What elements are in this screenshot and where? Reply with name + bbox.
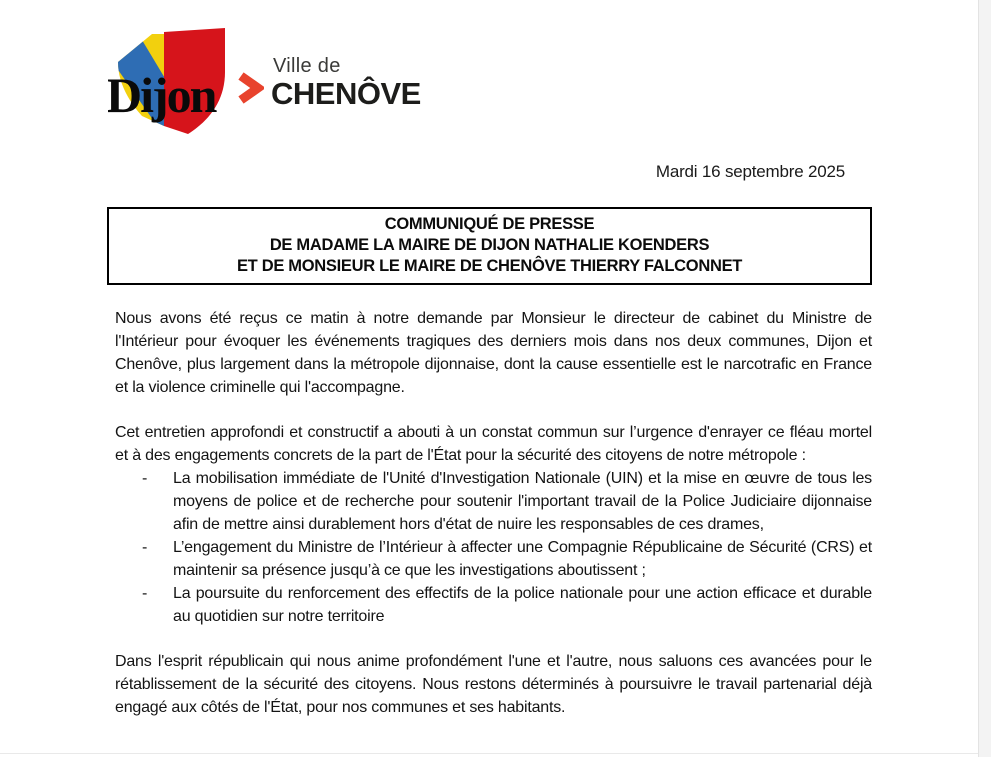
document-date: Mardi 16 septembre 2025	[655, 162, 845, 181]
chenove-prefix-label: Ville de	[273, 55, 341, 77]
bullet-dash: -	[142, 470, 148, 487]
list-item	[115, 582, 872, 628]
list-item	[115, 467, 872, 536]
chenove-logo	[236, 56, 421, 109]
title-line-3: ET DE MONSIEUR LE MAIRE DE CHENÔVE THIERRY FALCONNET	[236, 257, 743, 275]
list-item-text: La poursuite du renforcement des effectifs de la police nationale pour une action efficace et durable au quotidien sur notre territoire	[173, 585, 872, 625]
press-release-body	[115, 307, 872, 719]
bullet-dash: -	[142, 585, 148, 602]
title-line-1: COMMUNIQUÉ DE PRESSE	[384, 215, 595, 233]
bullet-dash: -	[142, 539, 148, 556]
chevron-right-icon	[236, 72, 264, 104]
title-line-2: DE MADAME LA MAIRE DE DIJON NATHALIE KOENDERS	[269, 236, 710, 254]
dijon-logo	[108, 26, 226, 144]
list-item-text: La mobilisation immédiate de l'Unité d'Investigation Nationale (UIN) et la mise en œuvre de tous les moyens de police et de recherche pour soutenir l'important travail de la Police Judiciaire dijonnaise afin de mettre ainsi durablement hors d'état de nuire les responsables de ces drames,	[173, 470, 872, 533]
body-paragraph-3: Dans l'esprit républicain qui nous anime profondément l'une et l'autre, nous saluons ces avancées pour le rétablissement de la sécurité des citoyens. Nous restons déterminés à poursuivre le travail partenarial déjà engagé aux côtés de l'État, pour nos communes et ses habitants.	[115, 653, 872, 716]
scrollbar-track[interactable]	[978, 0, 991, 757]
body-paragraph-2: Cet entretien approfondi et constructif a abouti à un constat commun sur l’urgence d'enrayer ce fléau mortel et à des engagements concrets de la part de l'État pour la sécurité des citoyens de notre métropole :	[115, 424, 872, 464]
chenove-name-label: CHENÔVE	[271, 76, 421, 111]
dijon-logo-text: Dijon	[108, 67, 216, 123]
body-paragraph-1: Nous avons été reçus ce matin à notre demande par Monsieur le directeur de cabinet du Ministre de l'Intérieur pour évoquer les événements tragiques des derniers mois dans nos deux communes, Dijon et Chenôve, plus largement dans la métropole dijonnaise, dont la cause essentielle est le narcotrafic en France et la violence criminelle qui l'accompagne.	[115, 310, 872, 396]
dijon-shield-icon	[108, 26, 226, 144]
list-item-text: L’engagement du Ministre de l’Intérieur à affecter une Compagnie Républicaine de Sécurité (CRS) et maintenir sa présence jusqu’à ce que les investigations aboutissent ;	[173, 539, 872, 579]
commitments-list	[115, 467, 872, 628]
press-release-title-box	[107, 207, 872, 285]
page-bottom-divider	[0, 753, 978, 754]
chenove-wordmark	[271, 56, 421, 109]
list-item	[115, 536, 872, 582]
